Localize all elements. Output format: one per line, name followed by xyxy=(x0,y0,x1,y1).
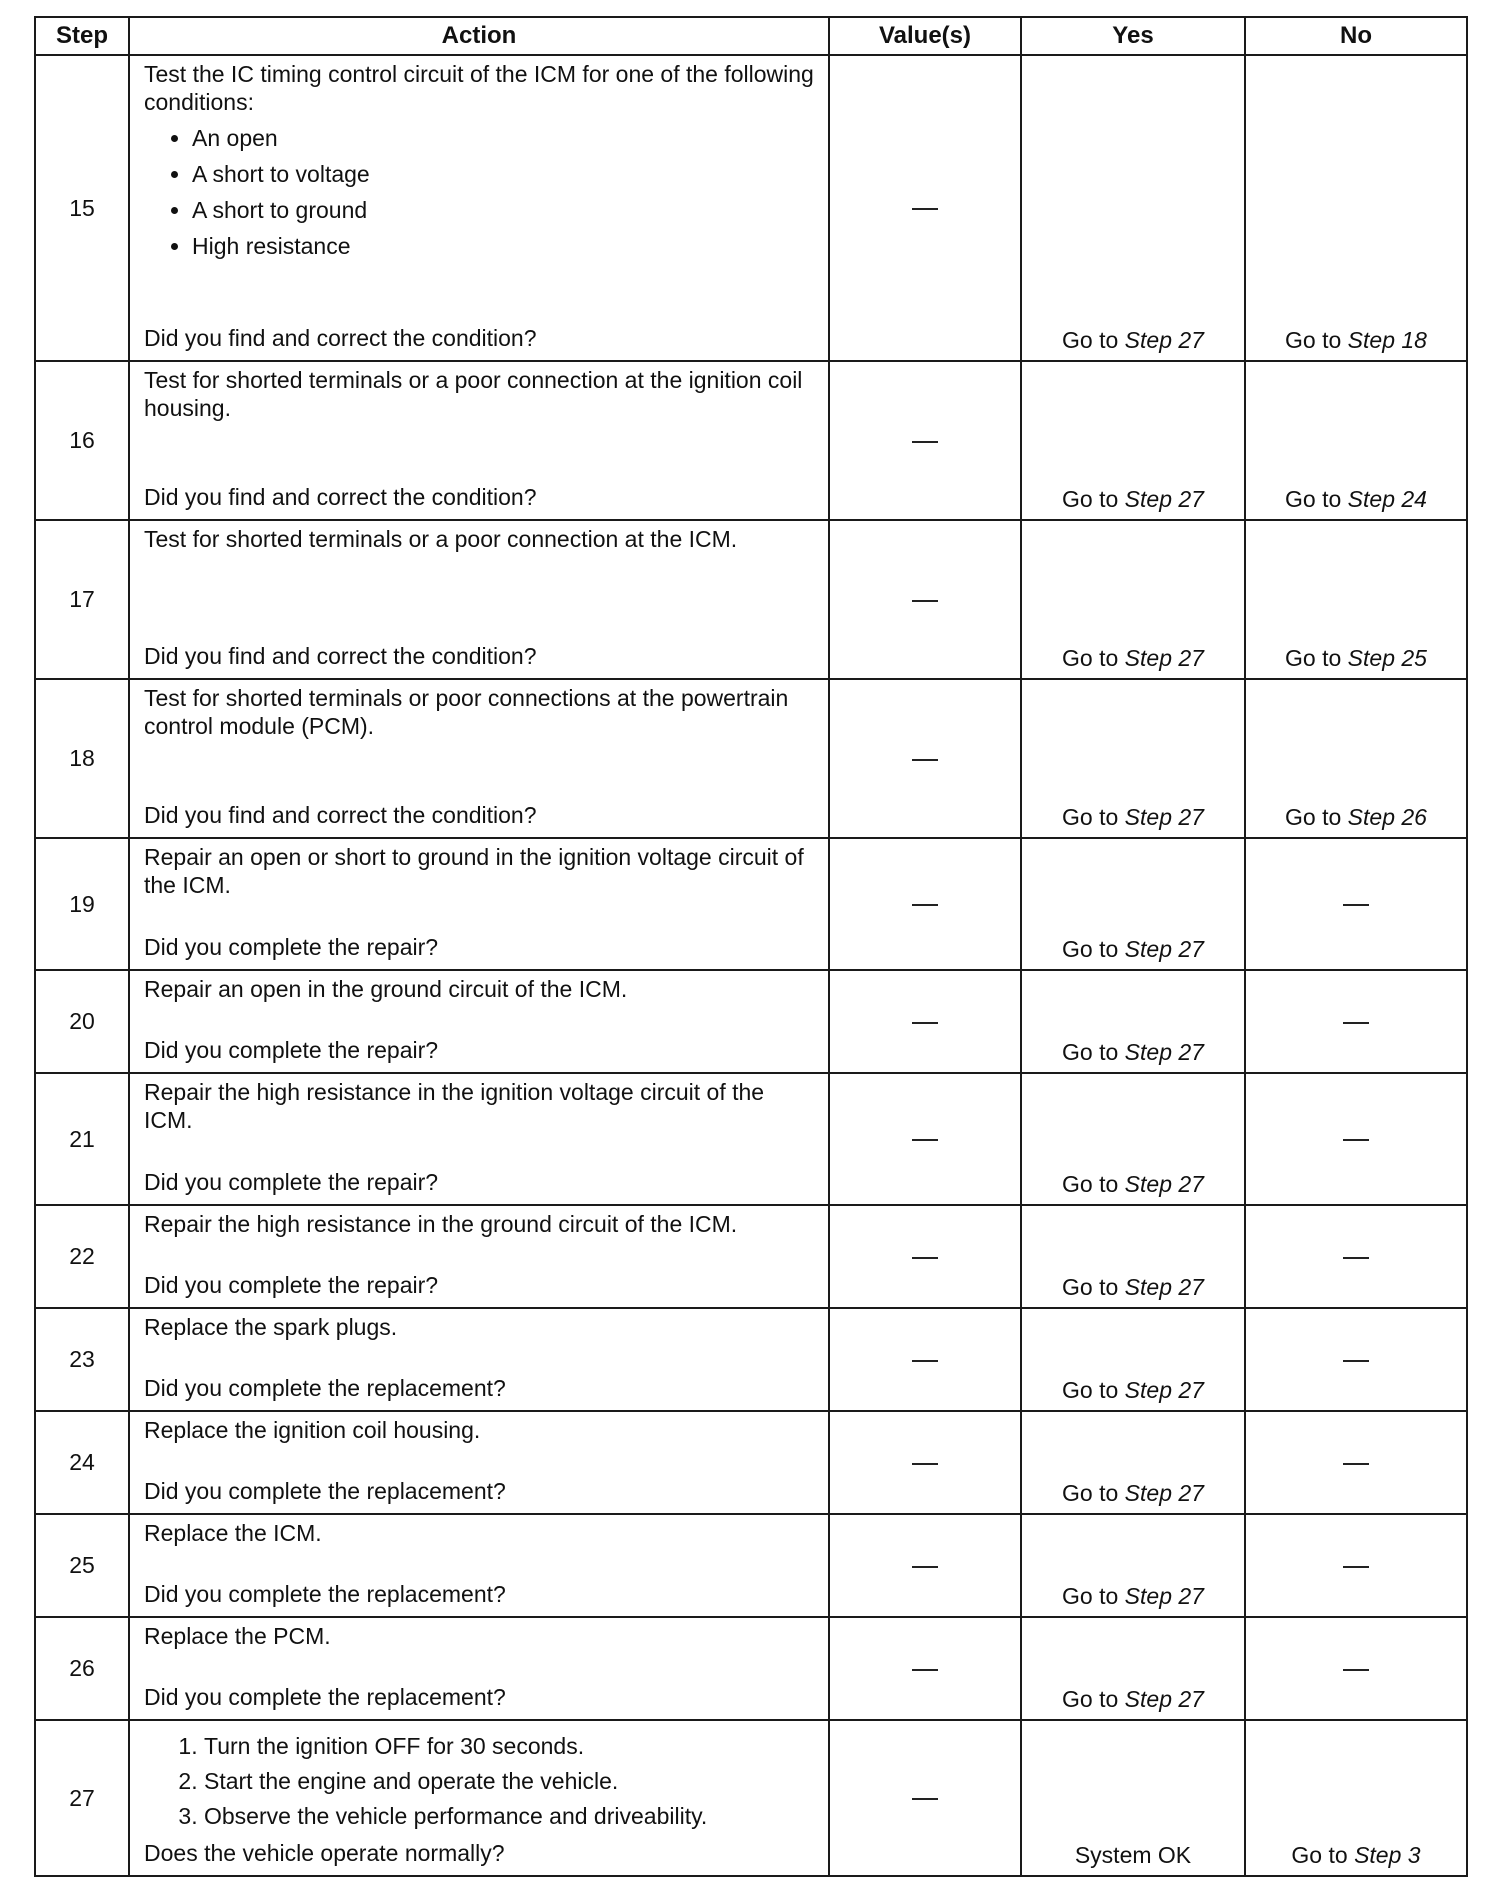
action-top xyxy=(144,1622,818,1650)
yes-cell-link xyxy=(1062,1377,1204,1403)
goto-step: Step 27 xyxy=(1124,645,1204,671)
goto-step: Step 27 xyxy=(1124,1377,1204,1403)
action-question: Did you complete the replacement? xyxy=(144,1478,506,1504)
table-row xyxy=(35,1411,1467,1514)
action-cell xyxy=(129,361,829,520)
goto-prefix: Go to xyxy=(1062,1686,1125,1712)
no-cell xyxy=(1245,679,1467,838)
yes-cell xyxy=(1021,838,1245,970)
dash-mark xyxy=(912,1139,938,1141)
action-top xyxy=(144,525,818,553)
table-row xyxy=(35,838,1467,970)
yes-cell-link xyxy=(1062,486,1204,512)
goto-step: Step 26 xyxy=(1347,804,1427,830)
goto-prefix: Go to xyxy=(1062,1039,1125,1065)
action-content xyxy=(130,839,828,969)
goto-prefix: Go to xyxy=(1062,1274,1125,1300)
value-cell xyxy=(829,520,1021,679)
action-top xyxy=(144,1313,818,1341)
step-number: 23 xyxy=(35,1308,129,1411)
goto-step: Step 3 xyxy=(1354,1842,1421,1868)
action-question: Did you complete the replacement? xyxy=(144,1684,506,1710)
no-cell xyxy=(1245,1514,1467,1617)
dash-mark xyxy=(912,1798,938,1800)
action-text: Repair an open or short to ground in the ignition voltage circuit of the ICM. xyxy=(144,844,804,898)
value-cell xyxy=(829,1205,1021,1308)
yes-cell xyxy=(1021,1205,1245,1308)
action-top xyxy=(144,843,818,899)
header-values: Value(s) xyxy=(829,17,1021,55)
no-cell xyxy=(1245,55,1467,361)
header-step: Step xyxy=(35,17,129,55)
no-cell-link xyxy=(1291,1842,1420,1868)
no-cell xyxy=(1245,1411,1467,1514)
yes-cell xyxy=(1021,1720,1245,1876)
action-cell xyxy=(129,1617,829,1720)
no-cell xyxy=(1245,1720,1467,1876)
dash-mark xyxy=(1343,1139,1369,1141)
goto-step: Step 25 xyxy=(1347,645,1427,671)
action-question: Did you complete the replacement? xyxy=(144,1375,506,1401)
value-cell xyxy=(829,679,1021,838)
condition-item: • A short to ground xyxy=(192,192,818,228)
action-content xyxy=(130,56,828,360)
action-content xyxy=(130,971,828,1072)
goto-step: Step 27 xyxy=(1124,1686,1204,1712)
value-cell xyxy=(829,361,1021,520)
no-cell xyxy=(1245,1617,1467,1720)
value-cell xyxy=(829,1617,1021,1720)
action-top xyxy=(144,1078,818,1134)
diagnostic-table xyxy=(34,16,1468,1877)
table-row xyxy=(35,1514,1467,1617)
action-top xyxy=(144,684,818,740)
action-cell xyxy=(129,970,829,1073)
action-cell xyxy=(129,520,829,679)
table-row xyxy=(35,1205,1467,1308)
action-question: Did you complete the replacement? xyxy=(144,1581,506,1607)
action-content xyxy=(130,1515,828,1616)
step-number: 19 xyxy=(35,838,129,970)
no-cell xyxy=(1245,361,1467,520)
value-cell xyxy=(829,1411,1021,1514)
no-cell xyxy=(1245,1308,1467,1411)
no-cell-link xyxy=(1285,645,1427,671)
value-cell xyxy=(829,55,1021,361)
no-cell xyxy=(1245,838,1467,970)
yes-cell xyxy=(1021,1617,1245,1720)
value-cell xyxy=(829,1514,1021,1617)
no-cell xyxy=(1245,970,1467,1073)
action-content xyxy=(130,1721,828,1875)
table-row xyxy=(35,520,1467,679)
yes-cell-link xyxy=(1062,936,1204,962)
yes-cell xyxy=(1021,1308,1245,1411)
goto-step: Step 27 xyxy=(1124,1274,1204,1300)
action-content xyxy=(130,521,828,678)
action-cell xyxy=(129,1411,829,1514)
action-text: Repair the high resistance in the ground circuit of the ICM. xyxy=(144,1211,738,1237)
yes-cell-link xyxy=(1062,1274,1204,1300)
yes-cell xyxy=(1021,55,1245,361)
yes-cell-link xyxy=(1062,804,1204,830)
action-text: Repair an open in the ground circuit of the ICM. xyxy=(144,976,628,1002)
yes-text: System OK xyxy=(1074,1842,1192,1868)
table-row xyxy=(35,1720,1467,1876)
no-cell xyxy=(1245,1073,1467,1205)
procedure-item: 3. Observe the vehicle performance and driveability. xyxy=(204,1799,818,1834)
yes-cell-link xyxy=(1062,1039,1204,1065)
value-cell xyxy=(829,970,1021,1073)
action-question: Does the vehicle operate normally? xyxy=(144,1840,505,1866)
action-content xyxy=(130,1074,828,1204)
goto-prefix: Go to xyxy=(1062,645,1125,671)
action-top xyxy=(144,1725,818,1834)
condition-item: • An open xyxy=(192,120,818,156)
goto-step: Step 18 xyxy=(1347,327,1427,353)
action-text: Test for shorted terminals or a poor connection at the ignition coil housing. xyxy=(144,367,803,421)
goto-step: Step 27 xyxy=(1124,1480,1204,1506)
action-content xyxy=(130,1309,828,1410)
condition-item: • A short to voltage xyxy=(192,156,818,192)
action-question: Did you find and correct the condition? xyxy=(144,643,537,669)
header-action: Action xyxy=(129,17,829,55)
goto-step: Step 24 xyxy=(1347,486,1427,512)
goto-prefix: Go to xyxy=(1062,1171,1125,1197)
value-cell xyxy=(829,1308,1021,1411)
goto-prefix: Go to xyxy=(1285,486,1348,512)
dash-mark xyxy=(912,441,938,443)
dash-mark xyxy=(1343,1463,1369,1465)
yes-cell-link xyxy=(1062,1583,1204,1609)
no-cell-link xyxy=(1285,804,1427,830)
goto-prefix: Go to xyxy=(1285,327,1348,353)
no-cell xyxy=(1245,1205,1467,1308)
table-row xyxy=(35,1617,1467,1720)
yes-cell xyxy=(1021,361,1245,520)
goto-prefix: Go to xyxy=(1062,936,1125,962)
goto-step: Step 27 xyxy=(1124,804,1204,830)
action-question: Did you complete the repair? xyxy=(144,1169,439,1195)
action-text: Test for shorted terminals or poor connections at the powertrain control module (PCM). xyxy=(144,685,789,739)
goto-step: Step 27 xyxy=(1124,486,1204,512)
action-text: Replace the spark plugs. xyxy=(144,1314,398,1340)
dash-mark xyxy=(912,1463,938,1465)
table-row xyxy=(35,55,1467,361)
action-content xyxy=(130,362,828,519)
header-row xyxy=(35,17,1467,55)
procedure-item: 2. Start the engine and operate the vehicle. xyxy=(204,1764,818,1799)
yes-cell xyxy=(1021,970,1245,1073)
goto-prefix: Go to xyxy=(1062,486,1125,512)
step-number: 17 xyxy=(35,520,129,679)
goto-prefix: Go to xyxy=(1285,645,1348,671)
action-text: Test for shorted terminals or a poor connection at the ICM. xyxy=(144,526,738,552)
goto-step: Step 27 xyxy=(1124,1583,1204,1609)
yes-cell-link xyxy=(1062,327,1204,353)
action-text: Replace the ignition coil housing. xyxy=(144,1417,481,1443)
yes-cell xyxy=(1021,1514,1245,1617)
step-number: 27 xyxy=(35,1720,129,1876)
action-content xyxy=(130,680,828,837)
goto-prefix: Go to xyxy=(1285,804,1348,830)
action-cell xyxy=(129,1514,829,1617)
table-body xyxy=(35,55,1467,1876)
dash-mark xyxy=(912,1257,938,1259)
dash-mark xyxy=(912,1566,938,1568)
goto-prefix: Go to xyxy=(1062,1377,1125,1403)
action-question: Did you complete the repair? xyxy=(144,1037,439,1063)
dash-mark xyxy=(912,759,938,761)
table-row xyxy=(35,1308,1467,1411)
goto-prefix: Go to xyxy=(1062,804,1125,830)
yes-cell xyxy=(1021,679,1245,838)
yes-cell-link xyxy=(1062,645,1204,671)
step-number: 26 xyxy=(35,1617,129,1720)
goto-prefix: Go to xyxy=(1062,1583,1125,1609)
step-number: 20 xyxy=(35,970,129,1073)
header-yes: Yes xyxy=(1021,17,1245,55)
step-number: 22 xyxy=(35,1205,129,1308)
dash-mark xyxy=(1343,1669,1369,1671)
condition-item: • High resistance xyxy=(192,228,818,264)
step-number: 25 xyxy=(35,1514,129,1617)
header-no: No xyxy=(1245,17,1467,55)
action-cell xyxy=(129,1308,829,1411)
action-cell xyxy=(129,1720,829,1876)
dash-mark xyxy=(1343,1360,1369,1362)
goto-step: Step 27 xyxy=(1124,1039,1204,1065)
procedure-item: 1. Turn the ignition OFF for 30 seconds. xyxy=(204,1729,818,1764)
table-row xyxy=(35,679,1467,838)
action-content xyxy=(130,1206,828,1307)
condition-list xyxy=(144,120,818,264)
goto-prefix: Go to xyxy=(1062,1480,1125,1506)
no-cell-link xyxy=(1285,486,1427,512)
procedure-list xyxy=(144,1729,818,1834)
table-row xyxy=(35,970,1467,1073)
action-cell xyxy=(129,55,829,361)
action-cell xyxy=(129,838,829,970)
goto-prefix: Go to xyxy=(1062,327,1125,353)
action-top xyxy=(144,1210,818,1238)
action-cell xyxy=(129,1205,829,1308)
dash-mark xyxy=(912,208,938,210)
table-row xyxy=(35,361,1467,520)
action-top xyxy=(144,1416,818,1444)
dash-mark xyxy=(912,904,938,906)
action-question: Did you find and correct the condition? xyxy=(144,484,537,510)
dash-mark xyxy=(1343,1022,1369,1024)
action-top xyxy=(144,1519,818,1547)
action-question: Did you complete the repair? xyxy=(144,1272,439,1298)
action-question: Did you find and correct the condition? xyxy=(144,325,537,351)
action-text: Repair the high resistance in the ignition voltage circuit of the ICM. xyxy=(144,1079,765,1133)
yes-cell-link xyxy=(1062,1480,1204,1506)
action-text: Replace the ICM. xyxy=(144,1520,322,1546)
dash-mark xyxy=(1343,1257,1369,1259)
table-row xyxy=(35,1073,1467,1205)
value-cell xyxy=(829,1720,1021,1876)
action-question: Did you complete the repair? xyxy=(144,934,439,960)
step-number: 15 xyxy=(35,55,129,361)
yes-cell xyxy=(1021,520,1245,679)
goto-step: Step 27 xyxy=(1124,936,1204,962)
dash-mark xyxy=(912,600,938,602)
goto-prefix: Go to xyxy=(1291,1842,1355,1868)
dash-mark xyxy=(912,1360,938,1362)
yes-cell xyxy=(1021,1073,1245,1205)
dash-mark xyxy=(1343,1566,1369,1568)
action-content xyxy=(130,1412,828,1513)
action-top xyxy=(144,366,818,422)
dash-mark xyxy=(912,1022,938,1024)
value-cell xyxy=(829,838,1021,970)
dash-mark xyxy=(1343,904,1369,906)
action-text: Replace the PCM. xyxy=(144,1623,331,1649)
action-text: Test the IC timing control circuit of the ICM for one of the following conditions: xyxy=(144,61,814,115)
action-top xyxy=(144,975,818,1003)
step-number: 24 xyxy=(35,1411,129,1514)
action-question: Did you find and correct the condition? xyxy=(144,802,537,828)
action-content xyxy=(130,1618,828,1719)
step-number: 16 xyxy=(35,361,129,520)
yes-cell xyxy=(1021,1411,1245,1514)
action-cell xyxy=(129,1073,829,1205)
value-cell xyxy=(829,1073,1021,1205)
dash-mark xyxy=(912,1669,938,1671)
no-cell xyxy=(1245,520,1467,679)
goto-step: Step 27 xyxy=(1124,1171,1204,1197)
step-number: 18 xyxy=(35,679,129,838)
yes-cell-link xyxy=(1062,1686,1204,1712)
no-cell-link xyxy=(1285,327,1427,353)
action-top xyxy=(144,60,818,264)
yes-cell-link xyxy=(1062,1171,1204,1197)
step-number: 21 xyxy=(35,1073,129,1205)
goto-step: Step 27 xyxy=(1124,327,1204,353)
action-cell xyxy=(129,679,829,838)
